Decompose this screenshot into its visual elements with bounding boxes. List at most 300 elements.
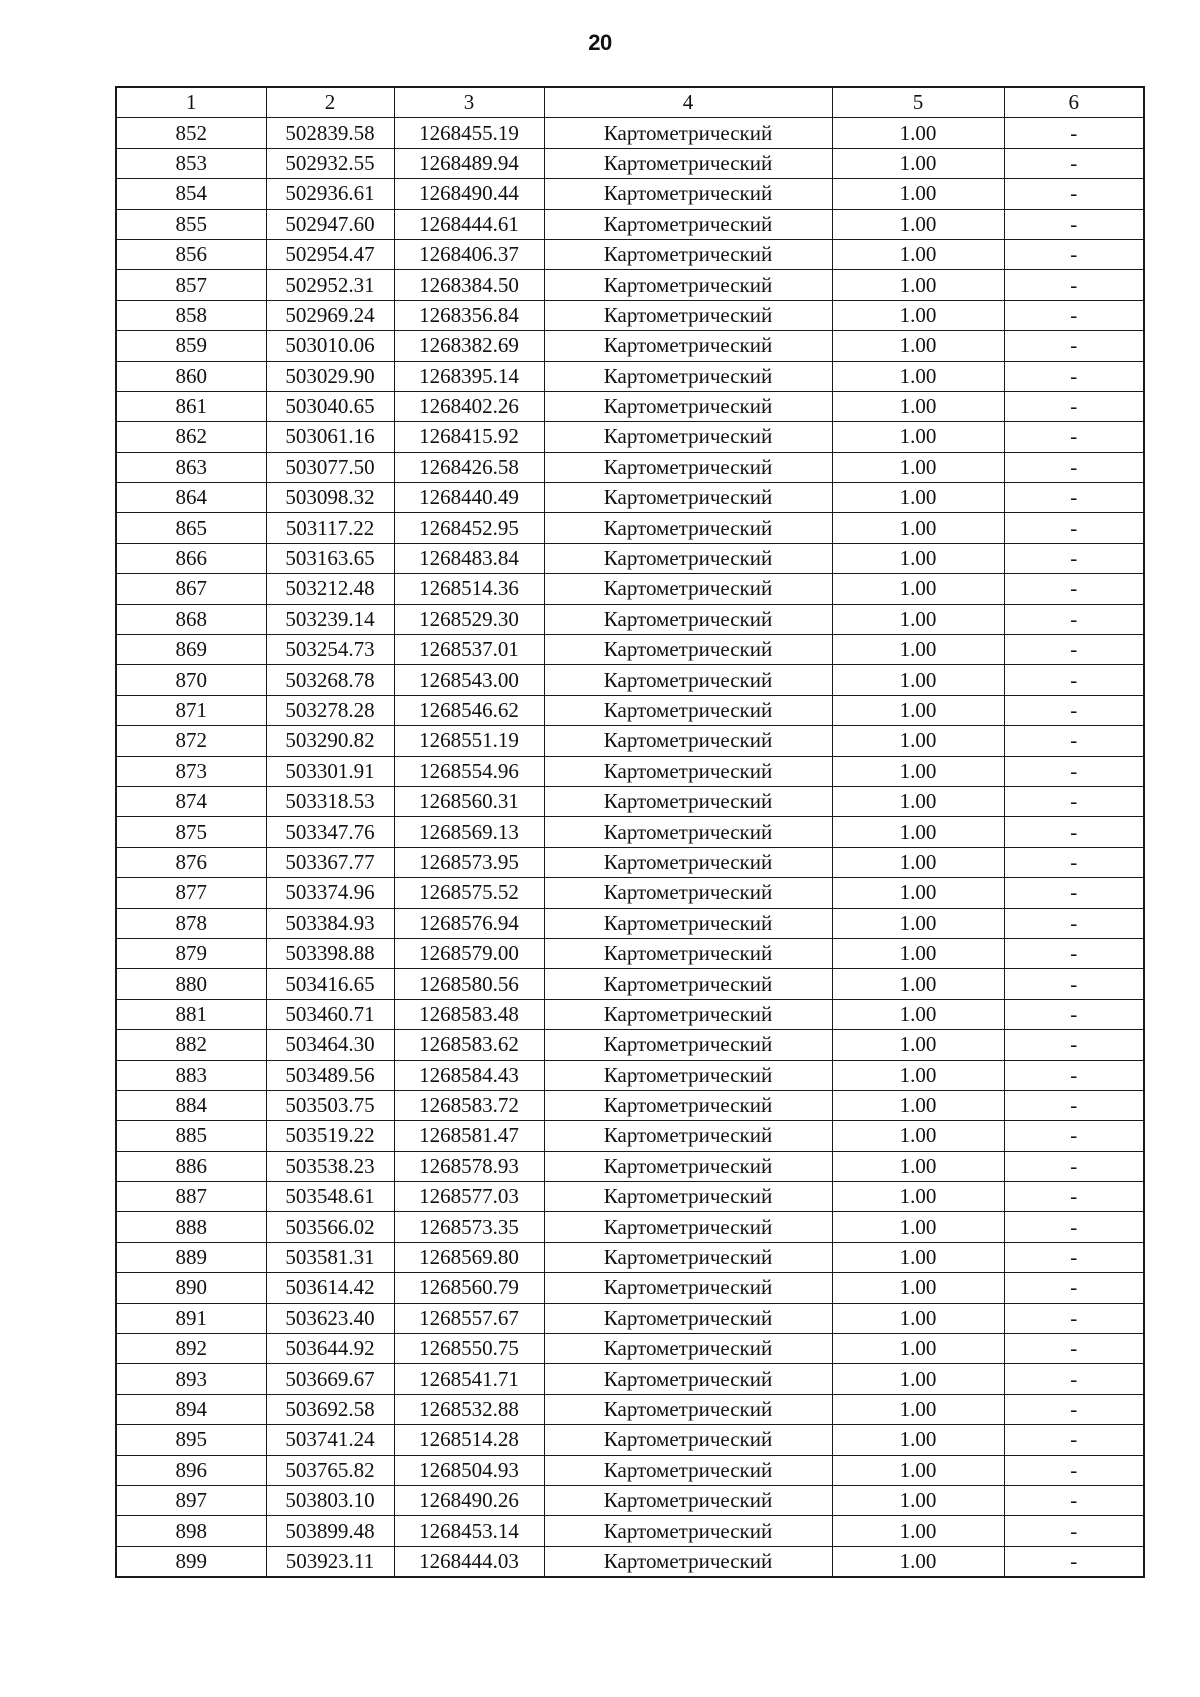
y-coordinate-cell: 1268578.93: [394, 1151, 544, 1181]
method-cell: Картометрический: [544, 999, 832, 1029]
note-cell: -: [1004, 391, 1144, 421]
point-number-cell: 855: [116, 209, 266, 239]
point-number-cell: 887: [116, 1182, 266, 1212]
table-row: [116, 513, 1144, 543]
y-coordinate-cell: 1268490.44: [394, 179, 544, 209]
point-number-cell: 876: [116, 847, 266, 877]
accuracy-cell: 1.00: [832, 1212, 1004, 1242]
point-number-cell: 867: [116, 574, 266, 604]
table-row: [116, 786, 1144, 816]
point-number-cell: 865: [116, 513, 266, 543]
x-coordinate-cell: 503566.02: [266, 1212, 394, 1242]
x-coordinate-cell: 503061.16: [266, 422, 394, 452]
table-row: [116, 665, 1144, 695]
accuracy-cell: 1.00: [832, 847, 1004, 877]
note-cell: -: [1004, 1394, 1144, 1424]
point-number-cell: 858: [116, 300, 266, 330]
accuracy-cell: 1.00: [832, 1455, 1004, 1485]
y-coordinate-cell: 1268415.92: [394, 422, 544, 452]
y-coordinate-cell: 1268483.84: [394, 543, 544, 573]
point-number-cell: 877: [116, 878, 266, 908]
method-cell: Картометрический: [544, 179, 832, 209]
accuracy-cell: 1.00: [832, 1151, 1004, 1181]
point-number-cell: 886: [116, 1151, 266, 1181]
y-coordinate-cell: 1268569.13: [394, 817, 544, 847]
y-coordinate-cell: 1268551.19: [394, 726, 544, 756]
method-cell: Картометрический: [544, 604, 832, 634]
accuracy-cell: 1.00: [832, 726, 1004, 756]
method-cell: Картометрический: [544, 1303, 832, 1333]
accuracy-cell: 1.00: [832, 878, 1004, 908]
method-cell: Картометрический: [544, 1030, 832, 1060]
table-row: [116, 300, 1144, 330]
note-cell: -: [1004, 574, 1144, 604]
table-row: [116, 847, 1144, 877]
point-number-cell: 861: [116, 391, 266, 421]
note-cell: -: [1004, 1303, 1144, 1333]
method-cell: Картометрический: [544, 1090, 832, 1120]
note-cell: -: [1004, 361, 1144, 391]
note-cell: -: [1004, 938, 1144, 968]
accuracy-cell: 1.00: [832, 300, 1004, 330]
method-cell: Картометрический: [544, 1212, 832, 1242]
note-cell: -: [1004, 1364, 1144, 1394]
method-cell: Картометрический: [544, 635, 832, 665]
y-coordinate-cell: 1268532.88: [394, 1394, 544, 1424]
table-row: [116, 604, 1144, 634]
y-coordinate-cell: 1268444.61: [394, 209, 544, 239]
method-cell: Картометрический: [544, 574, 832, 604]
x-coordinate-cell: 502952.31: [266, 270, 394, 300]
point-number-cell: 895: [116, 1425, 266, 1455]
note-cell: -: [1004, 239, 1144, 269]
accuracy-cell: 1.00: [832, 1303, 1004, 1333]
column-header: 1: [116, 87, 266, 118]
y-coordinate-cell: 1268514.36: [394, 574, 544, 604]
point-number-cell: 868: [116, 604, 266, 634]
page-number: 20: [588, 30, 612, 55]
table-header-row: [116, 87, 1144, 118]
note-cell: -: [1004, 1273, 1144, 1303]
table-row: [116, 1364, 1144, 1394]
method-cell: Картометрический: [544, 118, 832, 148]
y-coordinate-cell: 1268426.58: [394, 452, 544, 482]
accuracy-cell: 1.00: [832, 452, 1004, 482]
accuracy-cell: 1.00: [832, 1516, 1004, 1546]
accuracy-cell: 1.00: [832, 543, 1004, 573]
x-coordinate-cell: 502947.60: [266, 209, 394, 239]
table-row: [116, 1121, 1144, 1151]
y-coordinate-cell: 1268584.43: [394, 1060, 544, 1090]
x-coordinate-cell: 503098.32: [266, 483, 394, 513]
table-row: [116, 1151, 1144, 1181]
x-coordinate-cell: 503239.14: [266, 604, 394, 634]
point-number-cell: 853: [116, 148, 266, 178]
y-coordinate-cell: 1268452.95: [394, 513, 544, 543]
point-number-cell: 878: [116, 908, 266, 938]
accuracy-cell: 1.00: [832, 270, 1004, 300]
x-coordinate-cell: 503010.06: [266, 331, 394, 361]
accuracy-cell: 1.00: [832, 574, 1004, 604]
table-row: [116, 422, 1144, 452]
method-cell: Картометрический: [544, 969, 832, 999]
x-coordinate-cell: 503692.58: [266, 1394, 394, 1424]
x-coordinate-cell: 503669.67: [266, 1364, 394, 1394]
method-cell: Картометрический: [544, 1485, 832, 1515]
point-number-cell: 866: [116, 543, 266, 573]
method-cell: Картометрический: [544, 239, 832, 269]
table-row: [116, 1425, 1144, 1455]
note-cell: -: [1004, 543, 1144, 573]
x-coordinate-cell: 503581.31: [266, 1242, 394, 1272]
table-row: [116, 756, 1144, 786]
x-coordinate-cell: 503268.78: [266, 665, 394, 695]
y-coordinate-cell: 1268402.26: [394, 391, 544, 421]
table-row: [116, 118, 1144, 148]
x-coordinate-cell: 503301.91: [266, 756, 394, 786]
method-cell: Картометрический: [544, 331, 832, 361]
point-number-cell: 896: [116, 1455, 266, 1485]
x-coordinate-cell: 503163.65: [266, 543, 394, 573]
x-coordinate-cell: 503803.10: [266, 1485, 394, 1515]
accuracy-cell: 1.00: [832, 1425, 1004, 1455]
method-cell: Картометрический: [544, 1455, 832, 1485]
x-coordinate-cell: 503923.11: [266, 1546, 394, 1577]
note-cell: -: [1004, 1151, 1144, 1181]
table-row: [116, 391, 1144, 421]
note-cell: -: [1004, 604, 1144, 634]
note-cell: -: [1004, 1182, 1144, 1212]
point-number-cell: 893: [116, 1364, 266, 1394]
point-number-cell: 859: [116, 331, 266, 361]
method-cell: Картометрический: [544, 513, 832, 543]
point-number-cell: 856: [116, 239, 266, 269]
table-row: [116, 1334, 1144, 1364]
method-cell: Картометрический: [544, 1151, 832, 1181]
x-coordinate-cell: 503077.50: [266, 452, 394, 482]
point-number-cell: 875: [116, 817, 266, 847]
y-coordinate-cell: 1268504.93: [394, 1455, 544, 1485]
y-coordinate-cell: 1268573.95: [394, 847, 544, 877]
point-number-cell: 882: [116, 1030, 266, 1060]
x-coordinate-cell: 503519.22: [266, 1121, 394, 1151]
note-cell: -: [1004, 270, 1144, 300]
column-header: 2: [266, 87, 394, 118]
method-cell: Картометрический: [544, 786, 832, 816]
x-coordinate-cell: 503464.30: [266, 1030, 394, 1060]
table-row: [116, 543, 1144, 573]
point-number-cell: 852: [116, 118, 266, 148]
y-coordinate-cell: 1268576.94: [394, 908, 544, 938]
table-row: [116, 1242, 1144, 1272]
y-coordinate-cell: 1268546.62: [394, 695, 544, 725]
note-cell: -: [1004, 847, 1144, 877]
y-coordinate-cell: 1268583.72: [394, 1090, 544, 1120]
method-cell: Картометрический: [544, 1516, 832, 1546]
method-cell: Картометрический: [544, 1546, 832, 1577]
y-coordinate-cell: 1268440.49: [394, 483, 544, 513]
table-row: [116, 209, 1144, 239]
accuracy-cell: 1.00: [832, 513, 1004, 543]
note-cell: -: [1004, 1030, 1144, 1060]
note-cell: -: [1004, 331, 1144, 361]
table-row: [116, 452, 1144, 482]
accuracy-cell: 1.00: [832, 483, 1004, 513]
accuracy-cell: 1.00: [832, 1334, 1004, 1364]
y-coordinate-cell: 1268384.50: [394, 270, 544, 300]
method-cell: Картометрический: [544, 1121, 832, 1151]
note-cell: -: [1004, 1212, 1144, 1242]
note-cell: -: [1004, 878, 1144, 908]
point-number-cell: 883: [116, 1060, 266, 1090]
y-coordinate-cell: 1268395.14: [394, 361, 544, 391]
table-row: [116, 817, 1144, 847]
method-cell: Картометрический: [544, 665, 832, 695]
note-cell: -: [1004, 209, 1144, 239]
accuracy-cell: 1.00: [832, 635, 1004, 665]
point-number-cell: 879: [116, 938, 266, 968]
accuracy-cell: 1.00: [832, 786, 1004, 816]
point-number-cell: 888: [116, 1212, 266, 1242]
point-number-cell: 873: [116, 756, 266, 786]
accuracy-cell: 1.00: [832, 148, 1004, 178]
point-number-cell: 872: [116, 726, 266, 756]
note-cell: -: [1004, 1485, 1144, 1515]
accuracy-cell: 1.00: [832, 1364, 1004, 1394]
point-number-cell: 881: [116, 999, 266, 1029]
accuracy-cell: 1.00: [832, 1242, 1004, 1272]
accuracy-cell: 1.00: [832, 1030, 1004, 1060]
table-row: [116, 726, 1144, 756]
x-coordinate-cell: 503765.82: [266, 1455, 394, 1485]
y-coordinate-cell: 1268577.03: [394, 1182, 544, 1212]
accuracy-cell: 1.00: [832, 331, 1004, 361]
point-number-cell: 864: [116, 483, 266, 513]
note-cell: -: [1004, 1455, 1144, 1485]
x-coordinate-cell: 503460.71: [266, 999, 394, 1029]
accuracy-cell: 1.00: [832, 756, 1004, 786]
method-cell: Картометрический: [544, 938, 832, 968]
accuracy-cell: 1.00: [832, 817, 1004, 847]
x-coordinate-cell: 503538.23: [266, 1151, 394, 1181]
y-coordinate-cell: 1268356.84: [394, 300, 544, 330]
method-cell: Картометрический: [544, 695, 832, 725]
note-cell: -: [1004, 422, 1144, 452]
note-cell: -: [1004, 756, 1144, 786]
point-number-cell: 897: [116, 1485, 266, 1515]
table-row: [116, 1303, 1144, 1333]
accuracy-cell: 1.00: [832, 1121, 1004, 1151]
table-row: [116, 574, 1144, 604]
x-coordinate-cell: 503040.65: [266, 391, 394, 421]
y-coordinate-cell: 1268514.28: [394, 1425, 544, 1455]
table-row: [116, 1516, 1144, 1546]
y-coordinate-cell: 1268581.47: [394, 1121, 544, 1151]
y-coordinate-cell: 1268560.79: [394, 1273, 544, 1303]
x-coordinate-cell: 503384.93: [266, 908, 394, 938]
y-coordinate-cell: 1268382.69: [394, 331, 544, 361]
table-row: [116, 1546, 1144, 1577]
point-number-cell: 862: [116, 422, 266, 452]
accuracy-cell: 1.00: [832, 1060, 1004, 1090]
x-coordinate-cell: 502839.58: [266, 118, 394, 148]
note-cell: -: [1004, 969, 1144, 999]
accuracy-cell: 1.00: [832, 969, 1004, 999]
table-row: [116, 635, 1144, 665]
table-row: [116, 1212, 1144, 1242]
x-coordinate-cell: 503416.65: [266, 969, 394, 999]
y-coordinate-cell: 1268569.80: [394, 1242, 544, 1272]
note-cell: -: [1004, 665, 1144, 695]
coordinates-table: [115, 86, 1145, 1578]
table-row: [116, 1485, 1144, 1515]
table-row: [116, 1273, 1144, 1303]
x-coordinate-cell: 503644.92: [266, 1334, 394, 1364]
point-number-cell: 857: [116, 270, 266, 300]
x-coordinate-cell: 503899.48: [266, 1516, 394, 1546]
x-coordinate-cell: 503290.82: [266, 726, 394, 756]
column-header: 6: [1004, 87, 1144, 118]
y-coordinate-cell: 1268490.26: [394, 1485, 544, 1515]
table-row: [116, 361, 1144, 391]
method-cell: Картометрический: [544, 300, 832, 330]
point-number-cell: 899: [116, 1546, 266, 1577]
y-coordinate-cell: 1268583.48: [394, 999, 544, 1029]
table-row: [116, 695, 1144, 725]
method-cell: Картометрический: [544, 1273, 832, 1303]
table-row: [116, 1455, 1144, 1485]
table-row: [116, 148, 1144, 178]
method-cell: Картометрический: [544, 1394, 832, 1424]
table-row: [116, 270, 1144, 300]
note-cell: -: [1004, 695, 1144, 725]
table-row: [116, 878, 1144, 908]
note-cell: -: [1004, 148, 1144, 178]
point-number-cell: 890: [116, 1273, 266, 1303]
y-coordinate-cell: 1268580.56: [394, 969, 544, 999]
y-coordinate-cell: 1268554.96: [394, 756, 544, 786]
point-number-cell: 854: [116, 179, 266, 209]
table-row: [116, 1394, 1144, 1424]
note-cell: -: [1004, 483, 1144, 513]
accuracy-cell: 1.00: [832, 938, 1004, 968]
method-cell: Картометрический: [544, 756, 832, 786]
note-cell: -: [1004, 1121, 1144, 1151]
table-row: [116, 331, 1144, 361]
x-coordinate-cell: 503212.48: [266, 574, 394, 604]
table-row: [116, 969, 1144, 999]
accuracy-cell: 1.00: [832, 665, 1004, 695]
column-header: 4: [544, 87, 832, 118]
note-cell: -: [1004, 1060, 1144, 1090]
accuracy-cell: 1.00: [832, 1090, 1004, 1120]
note-cell: -: [1004, 118, 1144, 148]
note-cell: -: [1004, 635, 1144, 665]
y-coordinate-cell: 1268444.03: [394, 1546, 544, 1577]
accuracy-cell: 1.00: [832, 179, 1004, 209]
method-cell: Картометрический: [544, 878, 832, 908]
accuracy-cell: 1.00: [832, 422, 1004, 452]
point-number-cell: 869: [116, 635, 266, 665]
accuracy-cell: 1.00: [832, 1394, 1004, 1424]
table-row: [116, 239, 1144, 269]
table-row: [116, 1060, 1144, 1090]
method-cell: Картометрический: [544, 847, 832, 877]
accuracy-cell: 1.00: [832, 361, 1004, 391]
table-row: [116, 1090, 1144, 1120]
x-coordinate-cell: 503741.24: [266, 1425, 394, 1455]
accuracy-cell: 1.00: [832, 695, 1004, 725]
table-row: [116, 483, 1144, 513]
accuracy-cell: 1.00: [832, 1182, 1004, 1212]
y-coordinate-cell: 1268489.94: [394, 148, 544, 178]
point-number-cell: 891: [116, 1303, 266, 1333]
x-coordinate-cell: 503367.77: [266, 847, 394, 877]
method-cell: Картометрический: [544, 483, 832, 513]
x-coordinate-cell: 502936.61: [266, 179, 394, 209]
x-coordinate-cell: 503614.42: [266, 1273, 394, 1303]
note-cell: -: [1004, 300, 1144, 330]
point-number-cell: 889: [116, 1242, 266, 1272]
point-number-cell: 894: [116, 1394, 266, 1424]
x-coordinate-cell: 503318.53: [266, 786, 394, 816]
x-coordinate-cell: 503029.90: [266, 361, 394, 391]
accuracy-cell: 1.00: [832, 391, 1004, 421]
method-cell: Картометрический: [544, 361, 832, 391]
x-coordinate-cell: 503278.28: [266, 695, 394, 725]
note-cell: -: [1004, 513, 1144, 543]
accuracy-cell: 1.00: [832, 1273, 1004, 1303]
y-coordinate-cell: 1268573.35: [394, 1212, 544, 1242]
y-coordinate-cell: 1268529.30: [394, 604, 544, 634]
accuracy-cell: 1.00: [832, 908, 1004, 938]
table-row: [116, 938, 1144, 968]
point-number-cell: 860: [116, 361, 266, 391]
point-number-cell: 870: [116, 665, 266, 695]
table-row: [116, 1030, 1144, 1060]
method-cell: Картометрический: [544, 452, 832, 482]
method-cell: Картометрический: [544, 543, 832, 573]
method-cell: Картометрический: [544, 422, 832, 452]
column-header: 5: [832, 87, 1004, 118]
method-cell: Картометрический: [544, 391, 832, 421]
method-cell: Картометрический: [544, 1364, 832, 1394]
x-coordinate-cell: 503623.40: [266, 1303, 394, 1333]
accuracy-cell: 1.00: [832, 1485, 1004, 1515]
y-coordinate-cell: 1268579.00: [394, 938, 544, 968]
x-coordinate-cell: 503374.96: [266, 878, 394, 908]
y-coordinate-cell: 1268583.62: [394, 1030, 544, 1060]
note-cell: -: [1004, 908, 1144, 938]
method-cell: Картометрический: [544, 1060, 832, 1090]
note-cell: -: [1004, 786, 1144, 816]
table-body: [116, 118, 1144, 1577]
x-coordinate-cell: 503489.56: [266, 1060, 394, 1090]
point-number-cell: 880: [116, 969, 266, 999]
note-cell: -: [1004, 1425, 1144, 1455]
y-coordinate-cell: 1268575.52: [394, 878, 544, 908]
point-number-cell: 884: [116, 1090, 266, 1120]
method-cell: Картометрический: [544, 1334, 832, 1364]
note-cell: -: [1004, 1334, 1144, 1364]
point-number-cell: 885: [116, 1121, 266, 1151]
accuracy-cell: 1.00: [832, 239, 1004, 269]
note-cell: -: [1004, 817, 1144, 847]
accuracy-cell: 1.00: [832, 999, 1004, 1029]
x-coordinate-cell: 502932.55: [266, 148, 394, 178]
method-cell: Картометрический: [544, 1182, 832, 1212]
x-coordinate-cell: 503503.75: [266, 1090, 394, 1120]
